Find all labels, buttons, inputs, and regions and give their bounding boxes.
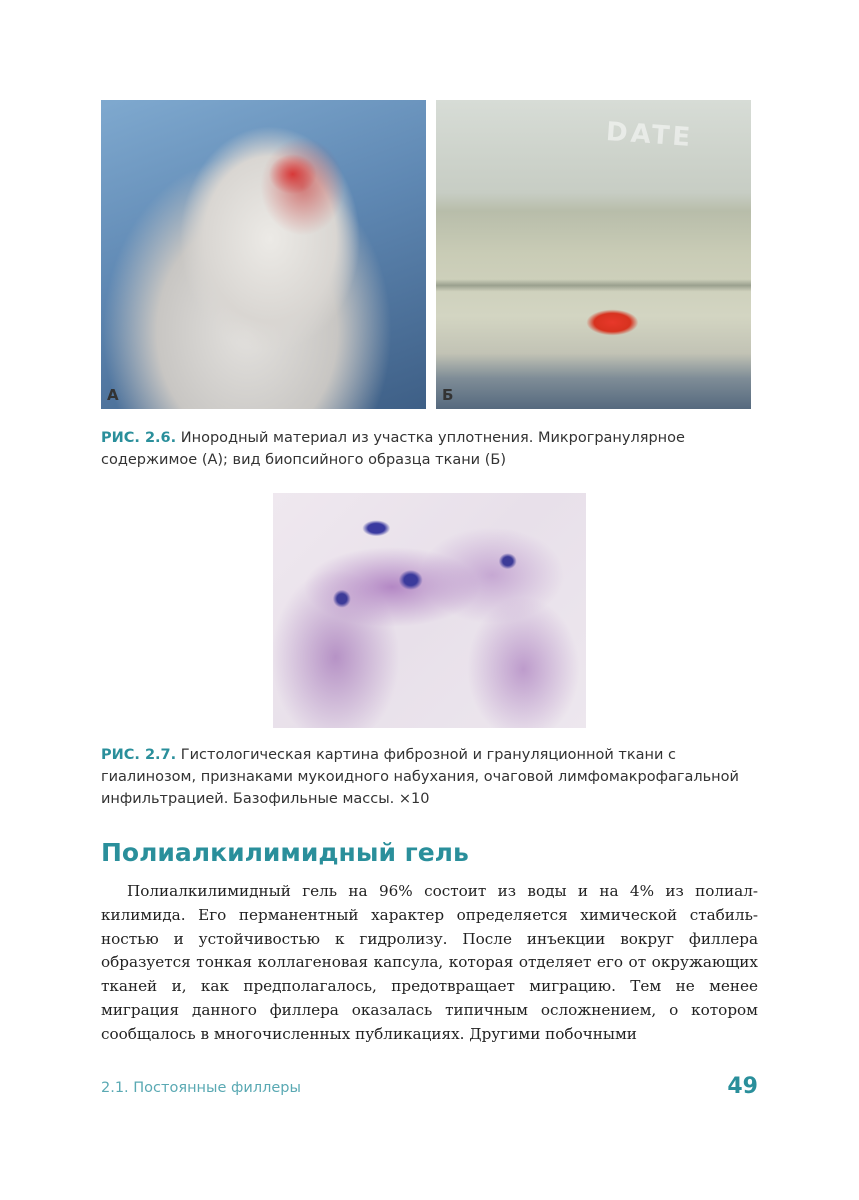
- figure-2-7-caption: [101, 744, 761, 810]
- figure-2-7-caption-text: Гистологическая картина фиброзной и грануляционной ткани с гиалинозом, признаками мукоидного набухания, очаговой лимфомакрофагальной инфильтрацией. Базофильные массы. ×10: [101, 747, 739, 807]
- body-paragraph: Полиалкилимидный гель на 96% состоит из воды и на 4% из полиалкилимида. Его перманентный характер определяется химической стабильностью и устойчивостью к гидролизу. После инъекции вокруг филлера образуется тонкая коллагеновая капсула, которая отделяет его от окружающих тканей и, как предполагалось, предотвращает миграцию. Тем не менее миграция данного филлера оказалась типичным осложнением, о котором сообщалось в многочисленных публикациях. Другими побочными: [101, 882, 758, 1043]
- panel-b-label: Б: [442, 386, 454, 404]
- figure-2-6-number: РИС. 2.6.: [101, 430, 177, 446]
- figure-2-7-histology-image: [273, 493, 586, 728]
- figure-2-6-photo-a: [101, 100, 426, 409]
- page-number: 49: [727, 1074, 758, 1099]
- running-footer: 2.1. Постоянные филлеры: [101, 1080, 301, 1096]
- figure-2-7-number: РИС. 2.7.: [101, 747, 177, 763]
- panel-a-label: А: [107, 386, 119, 404]
- figure-2-6-caption-text: Инородный материал из участка уплотнения. Микрогранулярное содержимое (А); вид биопсийного образца ткани (Б): [101, 430, 685, 468]
- section-heading: Полиалкилимидный гель: [101, 838, 469, 867]
- jar-label-text: DATE: [605, 116, 695, 154]
- figure-2-6-photo-b: [436, 100, 751, 409]
- figure-2-6-caption: [101, 427, 761, 471]
